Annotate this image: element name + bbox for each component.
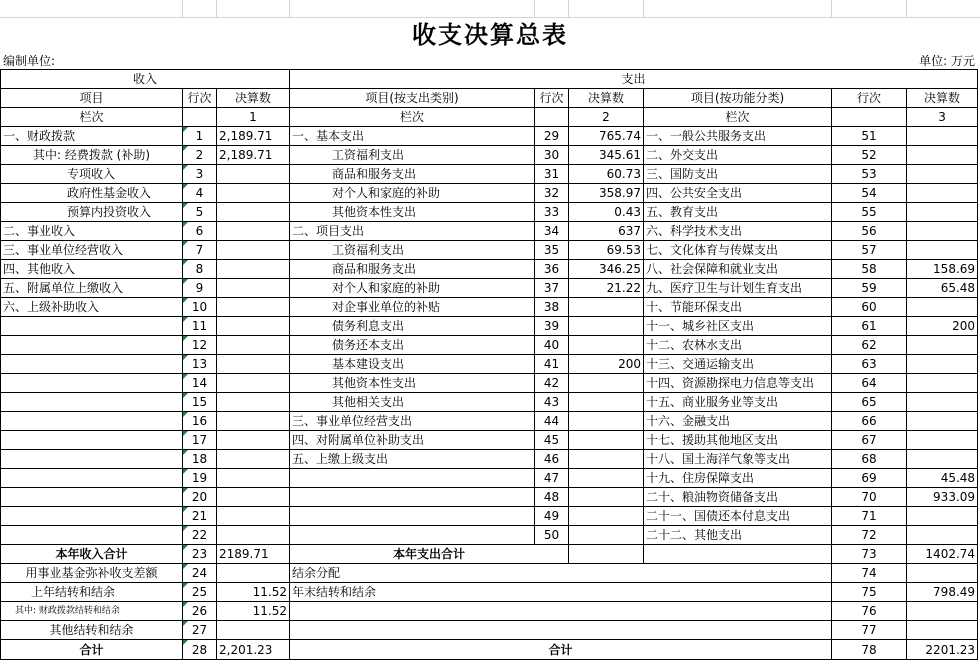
income-row-no: 7 — [183, 241, 217, 260]
expense-row-no-header: 行次 — [535, 89, 569, 108]
function-item: 十、节能环保支出 — [644, 298, 832, 317]
income-total-label: 本年收入合计 — [1, 545, 183, 564]
income-amount — [217, 165, 290, 184]
expense-category-item: 工资福利支出 — [290, 146, 535, 165]
expense-total-row-no: 73 — [832, 545, 907, 564]
expense-header: 支出 — [290, 70, 978, 89]
function-item: 五、教育支出 — [644, 203, 832, 222]
expense-category-item — [290, 507, 535, 526]
function-amount — [907, 374, 978, 393]
income-total-row-no: 23 — [183, 545, 217, 564]
function-row-no: 66 — [832, 412, 907, 431]
expense-row-no: 30 — [535, 146, 569, 165]
expense-category-item: 基本建设支出 — [290, 355, 535, 374]
income-row-no: 9 — [183, 279, 217, 298]
function-item: 十八、国土海洋气象等支出 — [644, 450, 832, 469]
expense-amount — [569, 317, 644, 336]
table-row — [1, 317, 978, 336]
expense-amount — [569, 526, 644, 545]
empty-cell — [183, 108, 217, 127]
table-row — [1, 469, 978, 488]
function-row-no: 55 — [832, 203, 907, 222]
function-row-no: 62 — [832, 336, 907, 355]
expense-amount: 346.25 — [569, 260, 644, 279]
function-item: 二十、粮油物资储备支出 — [644, 488, 832, 507]
income-item — [1, 488, 183, 507]
function-row-no: 65 — [832, 393, 907, 412]
expense-amount: 69.53 — [569, 241, 644, 260]
table-row — [1, 184, 978, 203]
function-item: 九、医疗卫生与计划生育支出 — [644, 279, 832, 298]
expense-category-item: 商品和服务支出 — [290, 260, 535, 279]
expense-category-header: 项目(按支出类别) — [290, 89, 535, 108]
income-row-no: 1 — [183, 127, 217, 146]
fiscal-carry-label: 其中: 财政拨款结转和结余 — [1, 602, 183, 621]
function-row-no: 69 — [832, 469, 907, 488]
income-amount — [217, 317, 290, 336]
expense-row-no: 31 — [535, 165, 569, 184]
income-item — [1, 469, 183, 488]
expense-row-no: 50 — [535, 526, 569, 545]
function-item: 十七、援助其他地区支出 — [644, 431, 832, 450]
function-item: 十二、农林水支出 — [644, 336, 832, 355]
expense-amount — [569, 507, 644, 526]
year-end-carry-label: 年末结转和结余 — [290, 583, 832, 602]
expense-row-no: 43 — [535, 393, 569, 412]
year-end-carry-row-no: 75 — [832, 583, 907, 602]
table-row — [1, 203, 978, 222]
table-row — [1, 298, 978, 317]
income-amount: 2,189.71 — [217, 127, 290, 146]
table-row — [1, 127, 978, 146]
expense-category-item: 其他资本性支出 — [290, 203, 535, 222]
fund-balance-row-no: 24 — [183, 564, 217, 583]
income-row-no: 2 — [183, 146, 217, 165]
function-amount — [907, 393, 978, 412]
income-row-no: 4 — [183, 184, 217, 203]
function-row-no: 67 — [832, 431, 907, 450]
prior-year-carry-amount: 11.52 — [217, 583, 290, 602]
expense-category-item: 商品和服务支出 — [290, 165, 535, 184]
income-row-no: 19 — [183, 469, 217, 488]
expense-category-item: 五、上缴上级支出 — [290, 450, 535, 469]
expense-category-item — [290, 526, 535, 545]
income-row-no: 6 — [183, 222, 217, 241]
income-item: 预算内投资收入 — [1, 203, 183, 222]
expense-category-item: 三、事业单位经营支出 — [290, 412, 535, 431]
column-label: 栏次 — [644, 108, 832, 127]
income-row-no: 13 — [183, 355, 217, 374]
function-item: 二、外交支出 — [644, 146, 832, 165]
income-amount — [217, 469, 290, 488]
function-row-no: 56 — [832, 222, 907, 241]
income-item — [1, 374, 183, 393]
expense-amount — [569, 412, 644, 431]
function-row-no: 71 — [832, 507, 907, 526]
table-row — [1, 355, 978, 374]
expense-amount: 637 — [569, 222, 644, 241]
function-item: 四、公共安全支出 — [644, 184, 832, 203]
income-amount — [217, 431, 290, 450]
income-item: 二、事业收入 — [1, 222, 183, 241]
table-row — [1, 146, 978, 165]
function-item: 十一、城乡社区支出 — [644, 317, 832, 336]
expense-category-item: 一、基本支出 — [290, 127, 535, 146]
table-row — [1, 393, 978, 412]
expense-amount — [569, 469, 644, 488]
function-row-no: 58 — [832, 260, 907, 279]
expense-row-no: 38 — [535, 298, 569, 317]
function-amount — [907, 526, 978, 545]
income-row-no: 17 — [183, 431, 217, 450]
column-number-1: 1 — [217, 108, 290, 127]
income-amount — [217, 507, 290, 526]
income-amount — [217, 412, 290, 431]
income-amount — [217, 374, 290, 393]
expense-row-no: 48 — [535, 488, 569, 507]
income-amount — [217, 184, 290, 203]
report-title: 收支决算总表 — [412, 21, 568, 49]
income-item — [1, 431, 183, 450]
expense-amount: 765.74 — [569, 127, 644, 146]
function-amount — [907, 241, 978, 260]
expense-row-no: 44 — [535, 412, 569, 431]
income-item — [1, 336, 183, 355]
expense-row-no: 49 — [535, 507, 569, 526]
empty-cell — [644, 545, 832, 564]
expense-row-no: 36 — [535, 260, 569, 279]
function-item: 十六、金融支出 — [644, 412, 832, 431]
function-item: 六、科学技术支出 — [644, 222, 832, 241]
function-row-no: 64 — [832, 374, 907, 393]
fund-balance-label: 用事业基金弥补收支差额 — [1, 564, 183, 583]
income-item: 政府性基金收入 — [1, 184, 183, 203]
income-item — [1, 355, 183, 374]
function-item: 十九、住房保障支出 — [644, 469, 832, 488]
expense-category-item: 四、对附属单位补助支出 — [290, 431, 535, 450]
income-row-no: 15 — [183, 393, 217, 412]
empty-cell — [217, 621, 290, 640]
income-row-no: 11 — [183, 317, 217, 336]
function-row-no: 51 — [832, 127, 907, 146]
income-row-no: 22 — [183, 526, 217, 545]
expense-amount — [569, 298, 644, 317]
income-item — [1, 393, 183, 412]
table-row — [1, 165, 978, 184]
function-amount — [907, 146, 978, 165]
income-item — [1, 507, 183, 526]
expense-row-no: 39 — [535, 317, 569, 336]
function-amount: 45.48 — [907, 469, 978, 488]
function-item: 十五、商业服务业等支出 — [644, 393, 832, 412]
prior-year-carry-label: 上年结转和结余 — [1, 583, 183, 602]
income-item: 四、其他收入 — [1, 260, 183, 279]
expense-category-item — [290, 488, 535, 507]
expense-category-item: 对个人和家庭的补助 — [290, 184, 535, 203]
empty-cell — [290, 602, 832, 621]
expense-amount: 0.43 — [569, 203, 644, 222]
function-row-no: 68 — [832, 450, 907, 469]
other-carry-row-no: 27 — [183, 621, 217, 640]
function-amount — [907, 298, 978, 317]
expense-row-no: 45 — [535, 431, 569, 450]
income-row-no: 21 — [183, 507, 217, 526]
empty-cell — [290, 621, 832, 640]
income-amount-header: 决算数 — [217, 89, 290, 108]
income-amount — [217, 450, 290, 469]
grand-total-income-amount: 2,201.23 — [217, 640, 290, 660]
expense-total-amount: 1402.74 — [907, 545, 978, 564]
grand-total-expense-amount: 2201.23 — [907, 640, 978, 660]
expense-row-no: 47 — [535, 469, 569, 488]
income-total-amount: 2189.71 — [217, 545, 290, 564]
column-label: 栏次 — [290, 108, 535, 127]
income-item: 六、上级补助收入 — [1, 298, 183, 317]
table-row — [1, 241, 978, 260]
income-amount — [217, 488, 290, 507]
expense-amount: 345.61 — [569, 146, 644, 165]
grand-total-expense-row-no: 78 — [832, 640, 907, 660]
other-carry-label: 其他结转和结余 — [1, 621, 183, 640]
function-row-no: 52 — [832, 146, 907, 165]
income-row-no: 3 — [183, 165, 217, 184]
income-item: 其中: 经费拨款 (补助) — [1, 146, 183, 165]
surplus-allocation-label: 结余分配 — [290, 564, 832, 583]
income-amount — [217, 336, 290, 355]
income-amount — [217, 241, 290, 260]
expense-category-item: 二、项目支出 — [290, 222, 535, 241]
grand-total-income-row-no: 28 — [183, 640, 217, 660]
table-row — [1, 222, 978, 241]
income-item — [1, 526, 183, 545]
function-amount: 933.09 — [907, 488, 978, 507]
expense-row-no: 41 — [535, 355, 569, 374]
function-amount — [907, 184, 978, 203]
function-item: 二十一、国债还本付息支出 — [644, 507, 832, 526]
expense-category-item: 债务利息支出 — [290, 317, 535, 336]
expense-row-no: 40 — [535, 336, 569, 355]
grand-total-income-label: 合计 — [1, 640, 183, 660]
function-amount — [907, 165, 978, 184]
function-row-no: 59 — [832, 279, 907, 298]
income-row-no: 14 — [183, 374, 217, 393]
table-row — [1, 488, 978, 507]
income-amount — [217, 355, 290, 374]
expense-amount: 21.22 — [569, 279, 644, 298]
function-amount — [907, 412, 978, 431]
expense-row-no: 42 — [535, 374, 569, 393]
income-row-no: 12 — [183, 336, 217, 355]
expense-amount — [569, 374, 644, 393]
grand-total-expense-label: 合计 — [290, 640, 832, 660]
income-item: 专项收入 — [1, 165, 183, 184]
column-label: 栏次 — [1, 108, 183, 127]
function-row-no: 72 — [832, 526, 907, 545]
function-amount: 65.48 — [907, 279, 978, 298]
expense-amount: 200 — [569, 355, 644, 374]
function-item: 八、社会保障和就业支出 — [644, 260, 832, 279]
function-amount — [907, 507, 978, 526]
expense-category-item: 对个人和家庭的补助 — [290, 279, 535, 298]
row-76-no: 76 — [832, 602, 907, 621]
expense-row-no: 46 — [535, 450, 569, 469]
income-item: 一、财政拨款 — [1, 127, 183, 146]
function-amount: 158.69 — [907, 260, 978, 279]
function-amount — [907, 222, 978, 241]
income-amount — [217, 526, 290, 545]
table-row — [1, 507, 978, 526]
empty-cell — [907, 602, 978, 621]
empty-cell — [535, 108, 569, 127]
expense-row-no: 34 — [535, 222, 569, 241]
function-item: 七、文化体育与传媒支出 — [644, 241, 832, 260]
surplus-allocation-row-no: 74 — [832, 564, 907, 583]
column-number-3: 3 — [907, 108, 978, 127]
income-row-no: 16 — [183, 412, 217, 431]
income-row-no: 10 — [183, 298, 217, 317]
row-77-no: 77 — [832, 621, 907, 640]
function-row-no: 63 — [832, 355, 907, 374]
income-item: 五、附属单位上缴收入 — [1, 279, 183, 298]
expense-row-no: 29 — [535, 127, 569, 146]
expense-amount: 60.73 — [569, 165, 644, 184]
table-row — [1, 526, 978, 545]
fiscal-carry-row-no: 26 — [183, 602, 217, 621]
function-amount — [907, 450, 978, 469]
income-amount — [217, 393, 290, 412]
income-amount: 2,189.71 — [217, 146, 290, 165]
empty-cell — [217, 564, 290, 583]
income-amount — [217, 279, 290, 298]
expense-category-item: 其他相关支出 — [290, 393, 535, 412]
function-row-no: 53 — [832, 165, 907, 184]
expense-row-no: 32 — [535, 184, 569, 203]
table-row — [1, 450, 978, 469]
function-row-no: 54 — [832, 184, 907, 203]
income-row-no: 18 — [183, 450, 217, 469]
expense-category-item — [290, 469, 535, 488]
expense-amount — [569, 336, 644, 355]
function-item: 三、国防支出 — [644, 165, 832, 184]
income-row-no: 20 — [183, 488, 217, 507]
income-row-no-header: 行次 — [183, 89, 217, 108]
expense-category-item: 债务还本支出 — [290, 336, 535, 355]
function-amount: 200 — [907, 317, 978, 336]
income-item — [1, 412, 183, 431]
function-row-no: 61 — [832, 317, 907, 336]
expense-category-item: 其他资本性支出 — [290, 374, 535, 393]
expense-amount — [569, 488, 644, 507]
expense-row-no: 33 — [535, 203, 569, 222]
income-item — [1, 450, 183, 469]
expense-row-no: 37 — [535, 279, 569, 298]
expense-amount — [569, 393, 644, 412]
income-row-no: 5 — [183, 203, 217, 222]
table-row — [1, 260, 978, 279]
expense-amount-header: 决算数 — [569, 89, 644, 108]
function-amount — [907, 127, 978, 146]
function-item: 二十二、其他支出 — [644, 526, 832, 545]
income-amount — [217, 203, 290, 222]
income-expense-table — [0, 69, 978, 660]
function-amount — [907, 336, 978, 355]
empty-cell — [907, 564, 978, 583]
currency-unit-label: 单位: 万元 — [919, 54, 975, 68]
function-row-no: 70 — [832, 488, 907, 507]
income-amount — [217, 222, 290, 241]
empty-cell — [907, 621, 978, 640]
function-item: 一、一般公共服务支出 — [644, 127, 832, 146]
function-row-no: 57 — [832, 241, 907, 260]
income-amount — [217, 260, 290, 279]
income-item: 三、事业单位经营收入 — [1, 241, 183, 260]
prior-year-carry-row-no: 25 — [183, 583, 217, 602]
income-row-no: 8 — [183, 260, 217, 279]
table-row — [1, 374, 978, 393]
expense-category-item: 工资福利支出 — [290, 241, 535, 260]
function-amount — [907, 355, 978, 374]
function-amount — [907, 431, 978, 450]
fiscal-carry-amount: 11.52 — [217, 602, 290, 621]
table-row — [1, 412, 978, 431]
table-row — [1, 279, 978, 298]
year-end-carry-amount: 798.49 — [907, 583, 978, 602]
column-number-2: 2 — [569, 108, 644, 127]
function-item: 十四、资源勘探电力信息等支出 — [644, 374, 832, 393]
expense-amount: 358.97 — [569, 184, 644, 203]
function-amount-header: 决算数 — [907, 89, 978, 108]
income-item — [1, 317, 183, 336]
expense-amount — [569, 431, 644, 450]
compiling-unit-label: 编制单位: — [3, 54, 56, 68]
function-amount — [907, 203, 978, 222]
table-row — [1, 431, 978, 450]
empty-cell — [569, 545, 644, 564]
income-amount — [217, 298, 290, 317]
expense-row-no: 35 — [535, 241, 569, 260]
expense-amount — [569, 450, 644, 469]
function-item: 十三、交通运输支出 — [644, 355, 832, 374]
function-item-header: 项目(按功能分类) — [644, 89, 832, 108]
function-row-no: 60 — [832, 298, 907, 317]
table-row — [1, 336, 978, 355]
income-item-header: 项目 — [1, 89, 183, 108]
expense-category-item: 对企事业单位的补贴 — [290, 298, 535, 317]
income-header: 收入 — [1, 70, 290, 89]
expense-total-label: 本年支出合计 — [290, 545, 569, 564]
function-row-no-header: 行次 — [832, 89, 907, 108]
empty-cell — [832, 108, 907, 127]
